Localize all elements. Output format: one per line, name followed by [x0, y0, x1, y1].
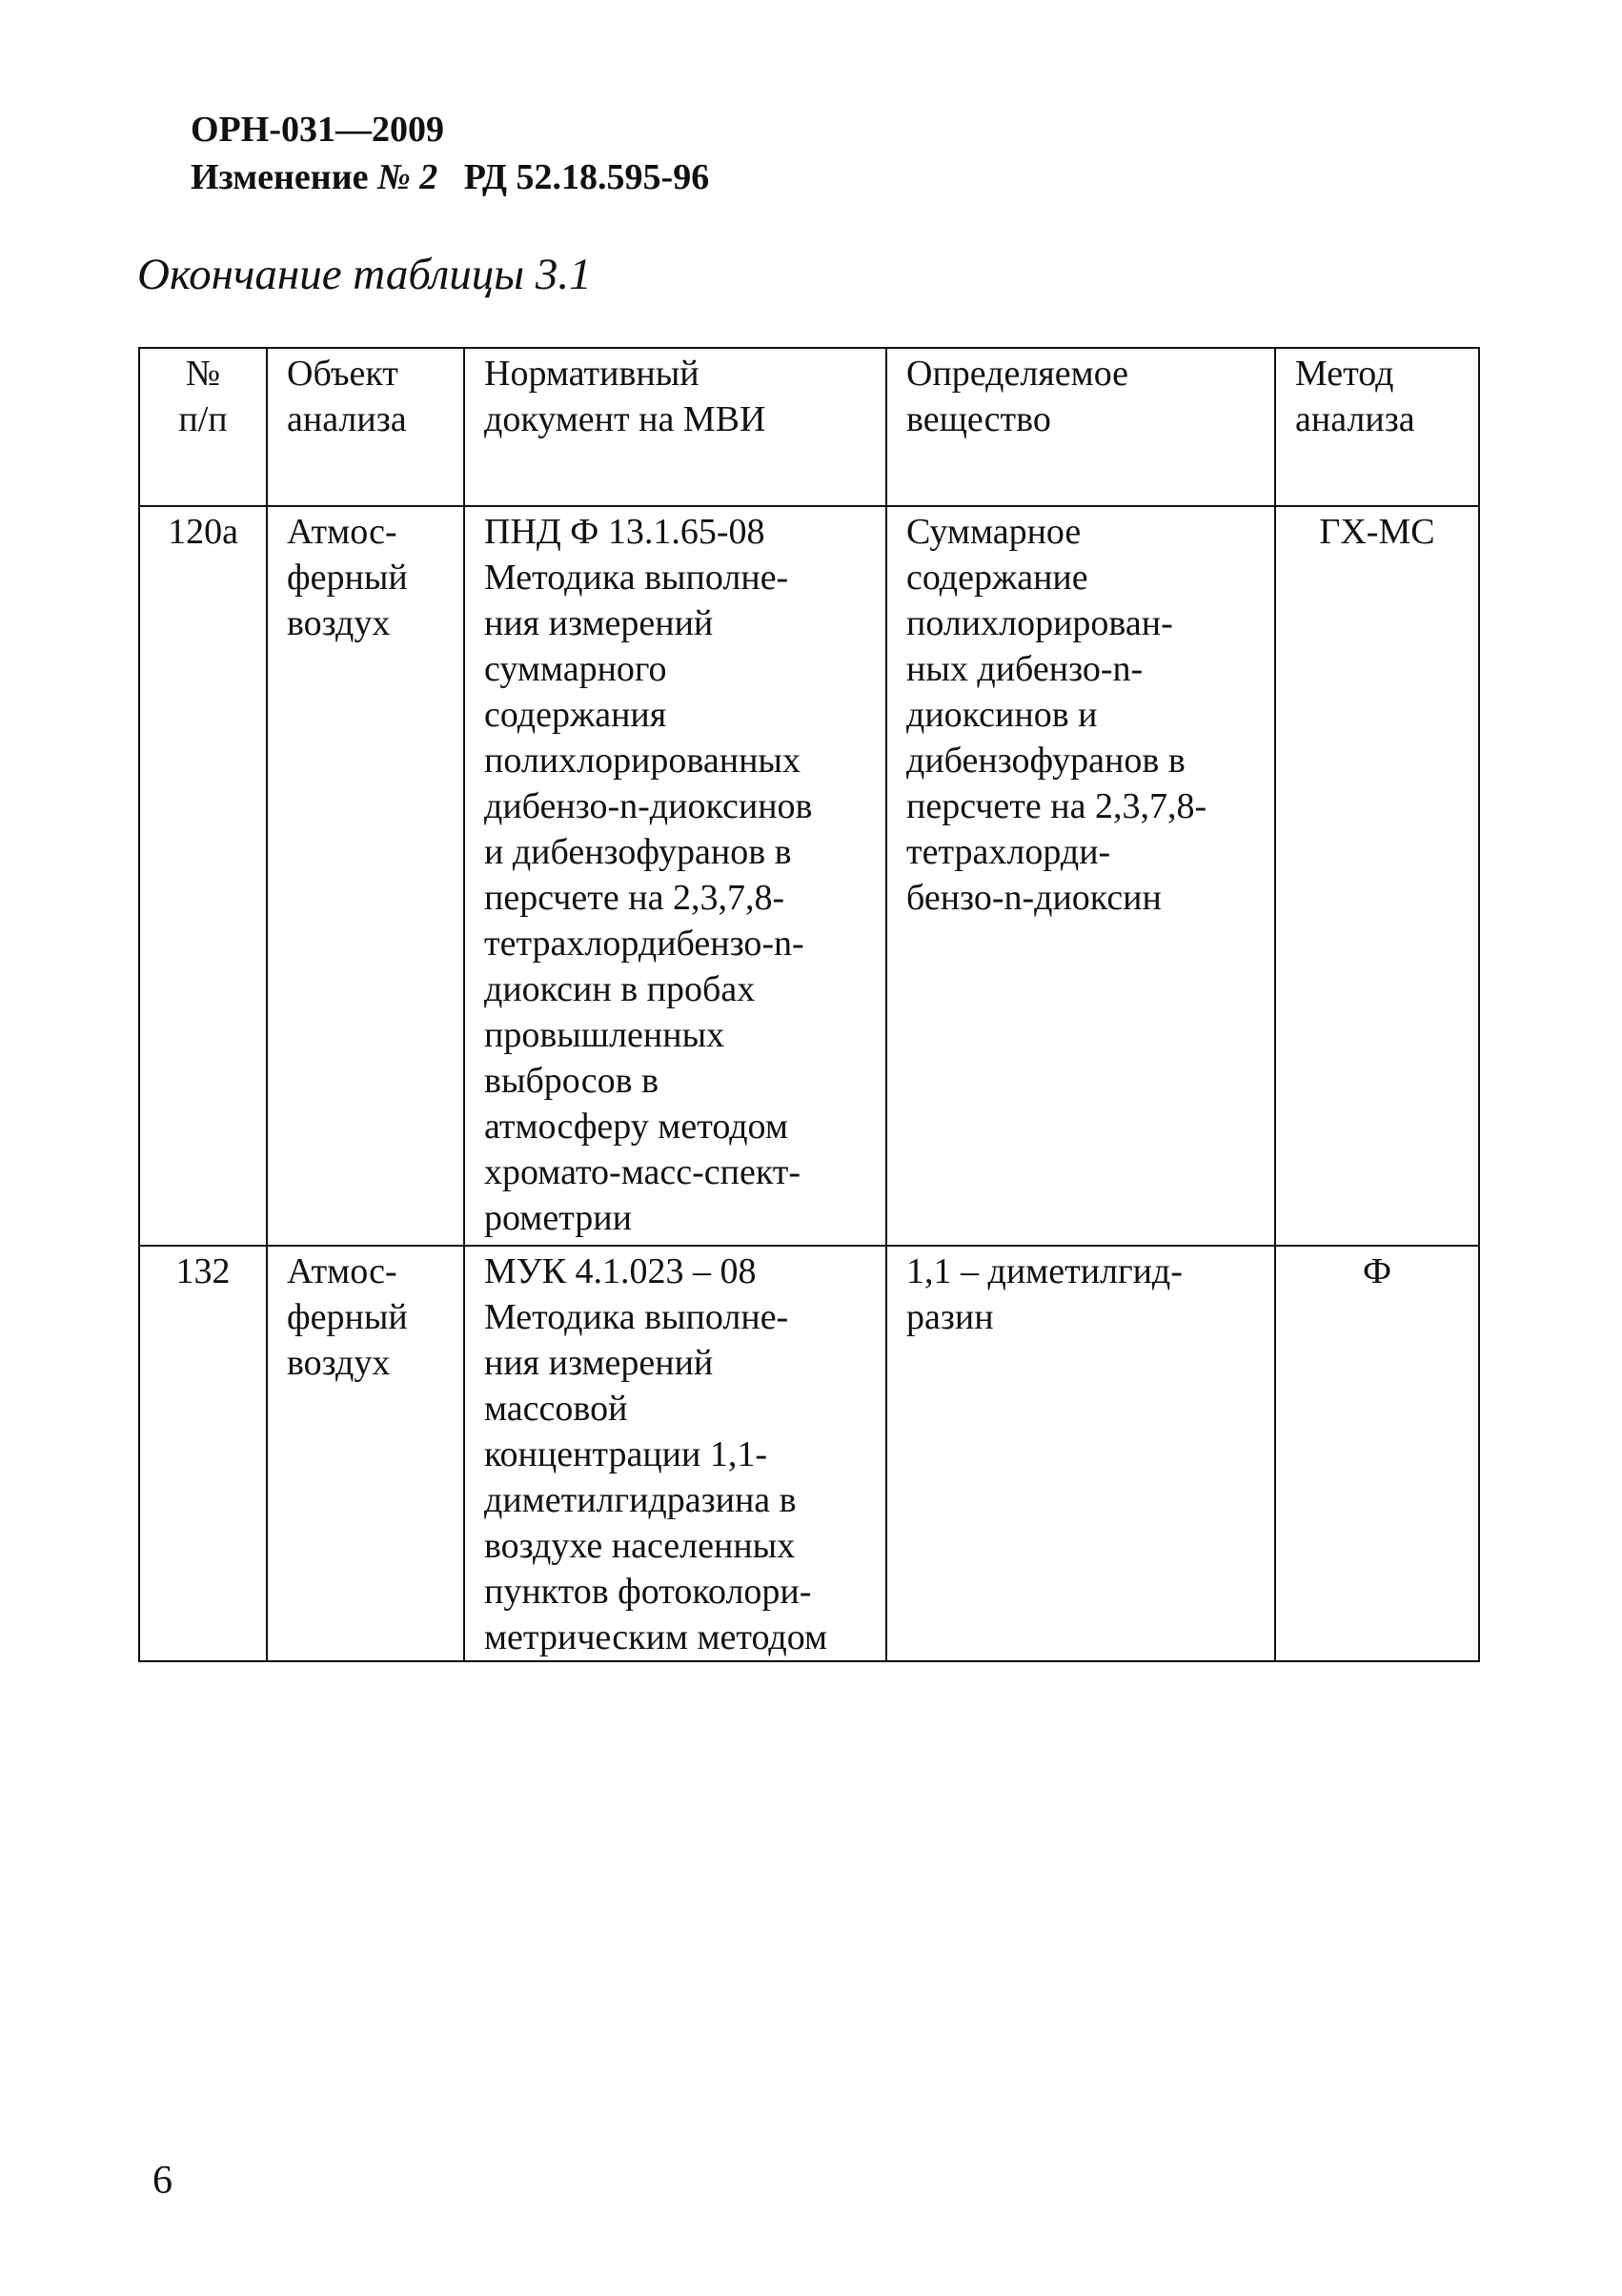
header-method-line: Метод	[1295, 354, 1394, 394]
method-value: ГХ-МС	[1319, 512, 1435, 552]
cell-doc	[464, 1246, 886, 1661]
doc-line: пунктов фотоколори-	[484, 1572, 812, 1612]
document-code: ОРН-031—2009	[191, 110, 444, 150]
substance-line: тетрахлорди-	[906, 832, 1111, 872]
header-doc-line: документ на МВИ	[484, 399, 766, 439]
object-line: воздух	[287, 603, 391, 643]
object-line: Атмос-	[287, 512, 397, 552]
object-line: ферный	[287, 558, 408, 598]
change-label: Изменение	[191, 157, 369, 197]
doc-line: и дибензофуранов в	[484, 832, 792, 872]
cell-object	[267, 506, 464, 1246]
header-num-line: п/п	[178, 399, 228, 439]
row-number: 132	[175, 1251, 231, 1291]
doc-line: персчете на 2,3,7,8-	[484, 878, 785, 918]
cell-method	[1275, 1246, 1479, 1661]
header-substance-line: вещество	[906, 399, 1051, 439]
doc-line: массовой	[484, 1389, 628, 1429]
object-line: воздух	[287, 1343, 391, 1383]
header-num	[139, 348, 267, 506]
substance-line: разин	[906, 1297, 994, 1337]
doc-line: дибензо-n-диоксинов	[484, 786, 813, 826]
substance-line: Суммарное	[906, 512, 1082, 552]
object-line: ферный	[287, 1297, 408, 1337]
header-object	[267, 348, 464, 506]
table-row	[139, 506, 1479, 1246]
doc-line: выбросов в	[484, 1061, 659, 1101]
substance-line: 1,1 – диметилгид-	[906, 1251, 1183, 1291]
doc-line: воздухе населенных	[484, 1526, 796, 1566]
page-number: 6	[152, 2159, 172, 2203]
doc-line: метрическим методом	[484, 1617, 828, 1657]
doc-line: тетрахлордибензо-n-	[484, 924, 804, 964]
header-object-line: Объект	[287, 354, 398, 394]
doc-line: ПНД Ф 13.1.65-08	[484, 512, 765, 552]
substance-line: диоксинов и	[906, 695, 1098, 735]
header-doc	[464, 348, 886, 506]
doc-line: МУК 4.1.023 – 08	[484, 1251, 757, 1291]
header-method	[1275, 348, 1479, 506]
table-header-row	[139, 348, 1479, 506]
change-number: № 2	[376, 157, 438, 197]
doc-line: Методика выполне-	[484, 1297, 789, 1337]
doc-line: провышленных	[484, 1015, 725, 1055]
substance-line: дибензофуранов в	[906, 741, 1186, 781]
cell-method	[1275, 506, 1479, 1246]
substance-line: полихлорирован-	[906, 603, 1173, 643]
doc-line: диметилгидразина в	[484, 1480, 797, 1520]
doc-line: атмосферу методом	[484, 1107, 788, 1147]
rd-code: РД 52.18.595-96	[463, 157, 710, 197]
doc-line: концентрации 1,1-	[484, 1434, 768, 1474]
cell-object	[267, 1246, 464, 1661]
substance-line: персчете на 2,3,7,8-	[906, 786, 1207, 826]
header-num-line: №	[185, 354, 221, 394]
doc-line: ния измерений	[484, 603, 714, 643]
substance-line: ных дибензо-n-	[906, 649, 1144, 689]
doc-line: хромато-масс-спект-	[484, 1152, 801, 1192]
header-method-line: анализа	[1295, 399, 1415, 439]
header-object-line: анализа	[287, 399, 407, 439]
doc-line: ния измерений	[484, 1343, 714, 1383]
row-number: 120а	[168, 512, 238, 552]
cell-doc	[464, 506, 886, 1246]
table-caption: Окончание таблицы 3.1	[137, 250, 592, 299]
analysis-methods-table	[138, 347, 1480, 1662]
doc-line: содержания	[484, 695, 667, 735]
substance-line: содержание	[906, 558, 1088, 598]
cell-num	[139, 506, 267, 1246]
header-substance	[886, 348, 1275, 506]
doc-line: рометрии	[484, 1198, 632, 1238]
table-container	[138, 347, 1478, 1662]
method-value: Ф	[1362, 1251, 1392, 1291]
cell-num	[139, 1246, 267, 1661]
header-substance-line: Определяемое	[906, 354, 1129, 394]
doc-line: Методика выполне-	[484, 558, 789, 598]
doc-line: полихлорированных	[484, 741, 801, 781]
doc-line: суммарного	[484, 649, 667, 689]
doc-line: диоксин в пробах	[484, 969, 756, 1009]
table-row	[139, 1246, 1479, 1661]
object-line: Атмос-	[287, 1251, 397, 1291]
cell-substance	[886, 1246, 1275, 1661]
change-line	[191, 154, 709, 200]
header-doc-line: Нормативный	[484, 354, 699, 394]
cell-substance	[886, 506, 1275, 1246]
substance-line: бензо-n-диоксин	[906, 878, 1162, 918]
